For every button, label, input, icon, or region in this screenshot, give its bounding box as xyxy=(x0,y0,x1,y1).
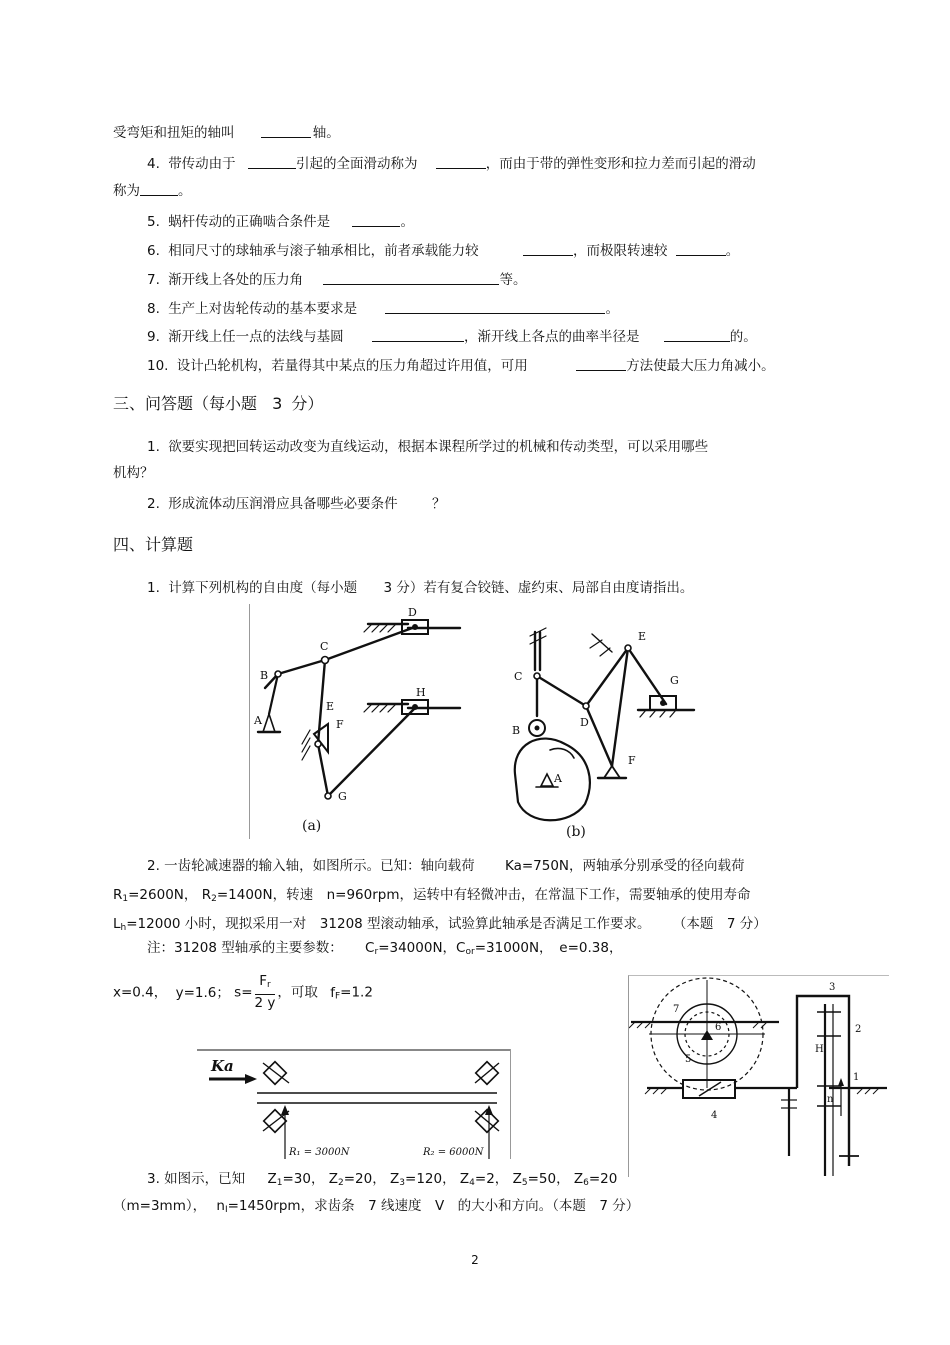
gear-train-diagram xyxy=(629,976,889,1177)
answer-blank xyxy=(372,327,464,342)
label-carrier-h: H xyxy=(815,1044,824,1055)
label-b-f: F xyxy=(628,754,636,767)
label-a-h: H xyxy=(416,686,426,699)
label-a-e: E xyxy=(326,700,335,713)
caption-b: (b) xyxy=(566,824,586,839)
section-3-question-1-cont: 机构？ xyxy=(113,465,154,481)
section-4-question-2: 2. 一齿轮减速器的输入轴，如图所示。已知：轴向载荷 Ka=750N，两轴承分别承受的径向载荷 xyxy=(147,858,745,874)
label-gear-4: 4 xyxy=(711,1110,718,1121)
question-top: 受弯矩和扭矩的轴叫 轴。 xyxy=(113,125,340,141)
answer-blank xyxy=(523,241,573,256)
question-9: 9. 渐开线上任一点的法线与基圆 ，渐开线上各点的曲率半径是 的。 xyxy=(147,329,757,345)
answer-blank xyxy=(676,241,726,256)
section-4-heading: 四、计算题 xyxy=(113,535,194,554)
answer-blank xyxy=(248,154,296,169)
answer-blank xyxy=(436,154,486,169)
question-10: 10. 设计凸轮机构，若量得其中某点的压力角超过许用值，可用 方法使最大压力角减小。 xyxy=(147,358,775,374)
label-gear-5: 5 xyxy=(685,1054,692,1065)
gear-train-figure xyxy=(628,975,889,1177)
label-gear-6: 6 xyxy=(715,1022,722,1033)
label-b-b: B xyxy=(512,724,521,737)
mechanism-figure xyxy=(249,604,699,839)
section-3-question-1: 1. 欲要实现把回转运动改变为直线运动，根据本课程所学过的机械和传动类型，可以采用哪些 xyxy=(147,439,709,455)
label-a-c: C xyxy=(320,640,329,653)
section-4-question-3: 3. 如图示，已知 $Z_1=30$， $Z_2=20$， $Z_3=120$， $Z_4=2$， $Z_5=50$， $Z_6=20$ xyxy=(147,1171,618,1188)
label-gear-1: 1 xyxy=(853,1072,860,1083)
section-4-question-2-note: 注：31208 型轴承的主要参数： $C_r=34000N$，$C_{or}=31000N$， e=0.38， xyxy=(147,940,623,957)
question-7: 7. 渐开线上各处的压力角 等。 xyxy=(147,272,527,288)
label-b-c: C xyxy=(514,670,523,683)
answer-blank xyxy=(323,270,499,285)
answer-blank xyxy=(352,212,400,227)
label-gear-3: 3 xyxy=(829,982,836,993)
section-4-question-2-line3: $L_h=12000$ 小时，现拟采用一对 31208 型滚动轴承，试验算此轴承是否满足工作要求。 （本题 7 分） xyxy=(113,916,767,933)
section-4-question-1: 1. 计算下列机构的自由度（每小题 3 分）若有复合铰链、虚约束、局部自由度请指出。 xyxy=(147,580,694,596)
label-b-d: D xyxy=(580,716,589,729)
section-3-heading: 三、问答题（每小题 3 分） xyxy=(113,394,324,413)
bearing-shaft-figure xyxy=(197,1049,511,1159)
question-4-cont: 称为 。 xyxy=(113,183,192,199)
page-number: 2 xyxy=(471,1253,479,1267)
mechanism-diagram xyxy=(250,604,699,839)
answer-blank xyxy=(664,327,730,342)
section-4-question-3-line2: （m=3mm）， $n_I=1450rpm$，求齿条 7 线速度 V 的大小和方向。（本题 7 分） xyxy=(113,1198,640,1215)
label-b-a: A xyxy=(554,772,562,785)
label-gear-2: 2 xyxy=(855,1024,862,1035)
label-a-d: D xyxy=(408,606,417,619)
label-ka: Ka xyxy=(211,1057,234,1075)
label-a-g: G xyxy=(338,790,347,803)
section-4-question-2-params: x=0.4， y=1.6； s= $\frac{F_r}{2 y}$ ，可取 $f_F=1.2$ xyxy=(113,973,373,1011)
question-5: 5. 蜗杆传动的正确啮合条件是 。 xyxy=(147,214,414,230)
section-3-question-2: 2. 形成流体动压润滑应具备哪些必要条件 ？ xyxy=(147,496,446,512)
label-r2: R₂ = 6000N xyxy=(423,1147,484,1158)
label-a-b: B xyxy=(260,669,269,682)
answer-blank xyxy=(576,356,626,371)
label-b-g: G xyxy=(670,674,679,687)
question-6: 6. 相同尺寸的球轴承与滚子轴承相比，前者承载能力较 ，而极限转速较 。 xyxy=(147,243,740,259)
label-r1: R₁ = 3000N xyxy=(289,1147,350,1158)
question-4: 4. 带传动由于 引起的全面滑动称为 ，而由于带的弹性变形和拉力差而引起的滑动 xyxy=(147,156,756,172)
bearing-shaft-diagram xyxy=(197,1049,510,1159)
s-fraction: $\frac{F_r}{2 y}$ xyxy=(254,973,276,1011)
caption-a: (a) xyxy=(302,818,322,834)
answer-blank xyxy=(261,123,311,138)
answer-blank xyxy=(140,181,178,196)
label-gear-7: 7 xyxy=(673,1004,680,1015)
label-a-f: F xyxy=(336,718,344,731)
question-8: 8. 生产上对齿轮传动的基本要求是 。 xyxy=(147,301,619,317)
label-b-e: E xyxy=(638,630,647,643)
label-a-a: A xyxy=(254,714,262,727)
label-speed-n: n xyxy=(827,1094,834,1105)
section-4-question-2-line2: $R_1=2600N$， $R_2=1400N$，转速 n=960rpm，运转中有轻微冲击，在常温下工作，需要轴承的使用寿命 xyxy=(113,887,751,904)
answer-blank xyxy=(385,299,605,314)
